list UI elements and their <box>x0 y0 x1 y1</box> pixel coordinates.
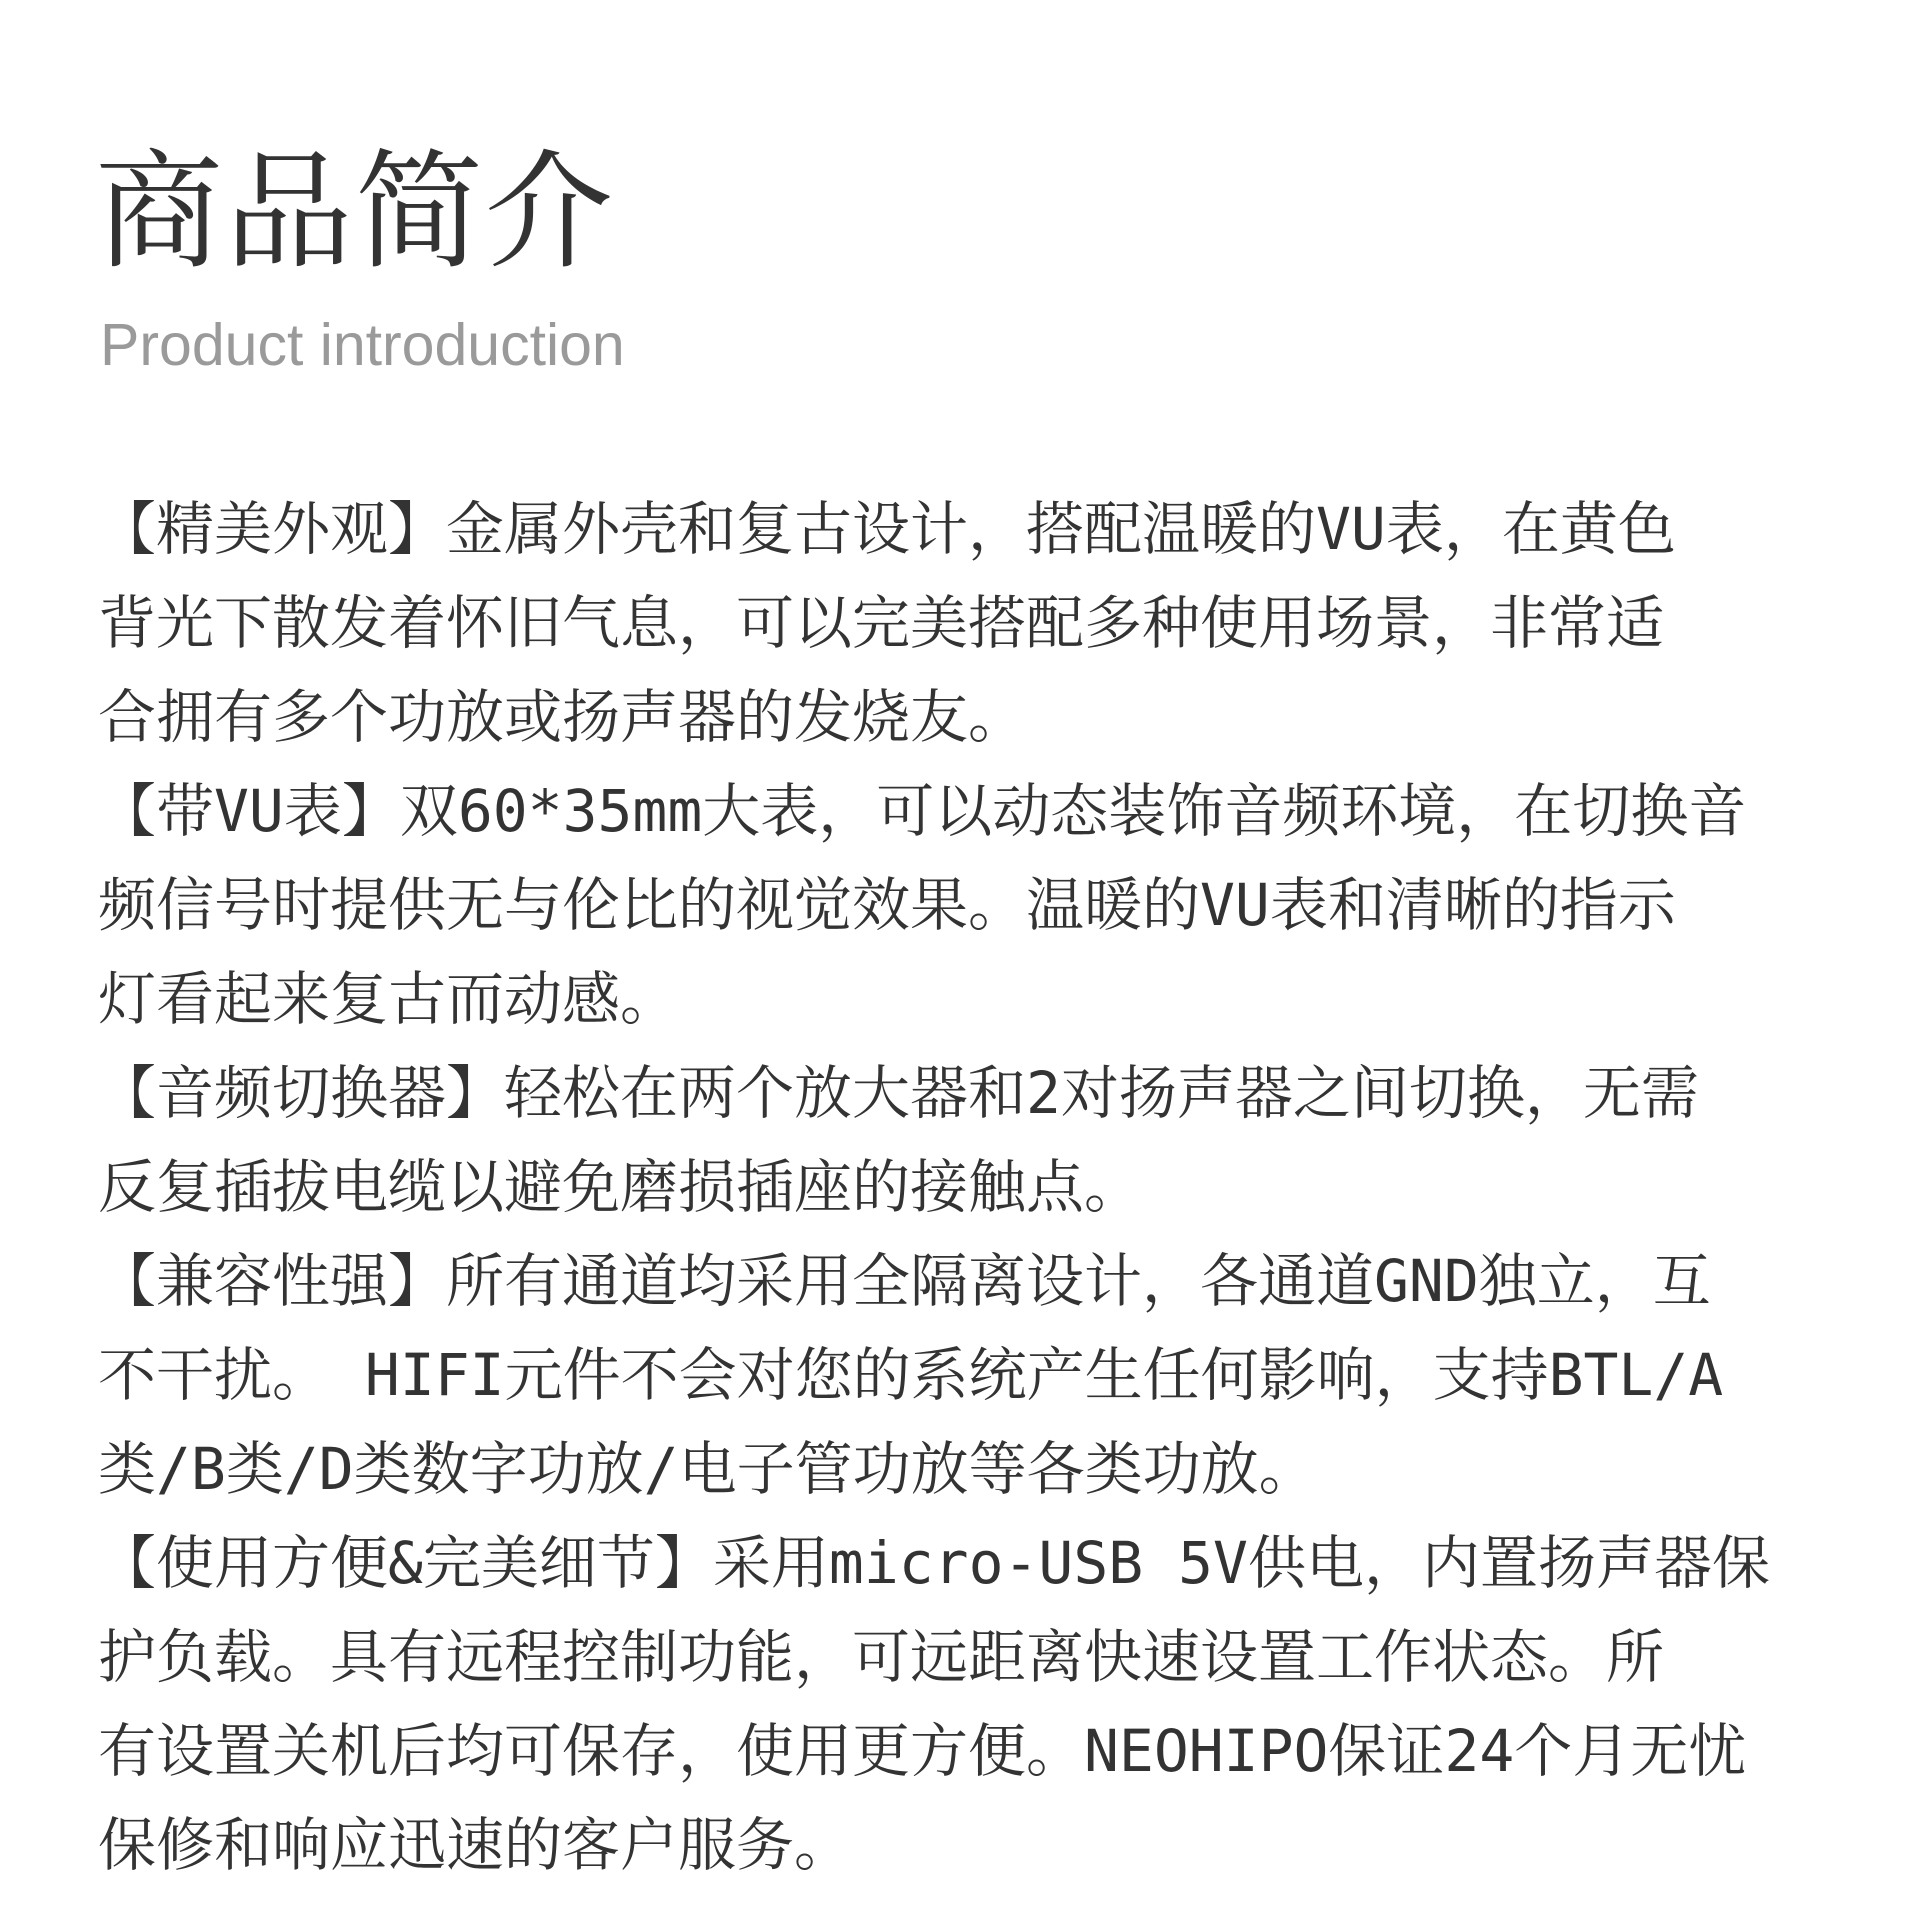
intro-text-line: 【带VU表】双60*35mm大表，可以动态装饰音频环境，在切换音 <box>98 777 1747 845</box>
intro-text-line: 护负载。具有远程控制功能，可远距离快速设置工作状态。所 <box>98 1623 1665 1691</box>
intro-text-line: 合拥有多个功放或扬声器的发烧友。 <box>98 683 1027 751</box>
intro-text-line: 【兼容性强】所有通道均采用全隔离设计，各通道GND独立，互 <box>98 1247 1711 1315</box>
intro-text-line: 保修和响应迅速的客户服务。 <box>98 1811 853 1879</box>
intro-text-line: 【精美外观】金属外壳和复古设计，搭配温暖的VU表，在黄色 <box>98 495 1676 563</box>
intro-text-line: 频信号时提供无与伦比的视觉效果。温暖的VU表和清晰的指示 <box>98 871 1676 939</box>
intro-text-block <box>98 482 1858 1892</box>
intro-text-line: 【使用方便&完美细节】采用micro-USB 5V供电，内置扬声器保 <box>98 1529 1770 1597</box>
intro-text-line: 类/B类/D类数字功放/电子管功放等各类功放。 <box>98 1435 1317 1503</box>
page-subtitle: Product introduction <box>100 312 625 378</box>
intro-text-line: 有设置关机后均可保存，使用更方便。NEOHIPO保证24个月无忧 <box>98 1717 1747 1785</box>
page-title: 商品简介 <box>95 138 616 287</box>
intro-text-line: 【音频切换器】轻松在两个放大器和2对扬声器之间切换，无需 <box>98 1059 1699 1127</box>
intro-text-line: 背光下散发着怀旧气息，可以完美搭配多种使用场景，非常适 <box>98 589 1665 657</box>
intro-text-line: 反复插拔电缆以避免磨损插座的接触点。 <box>98 1153 1143 1221</box>
intro-text-line: 灯看起来复古而动感。 <box>98 965 679 1033</box>
intro-text-line: 不干扰。 HIFI元件不会对您的系统产生任何影响，支持BTL/A <box>98 1341 1724 1409</box>
